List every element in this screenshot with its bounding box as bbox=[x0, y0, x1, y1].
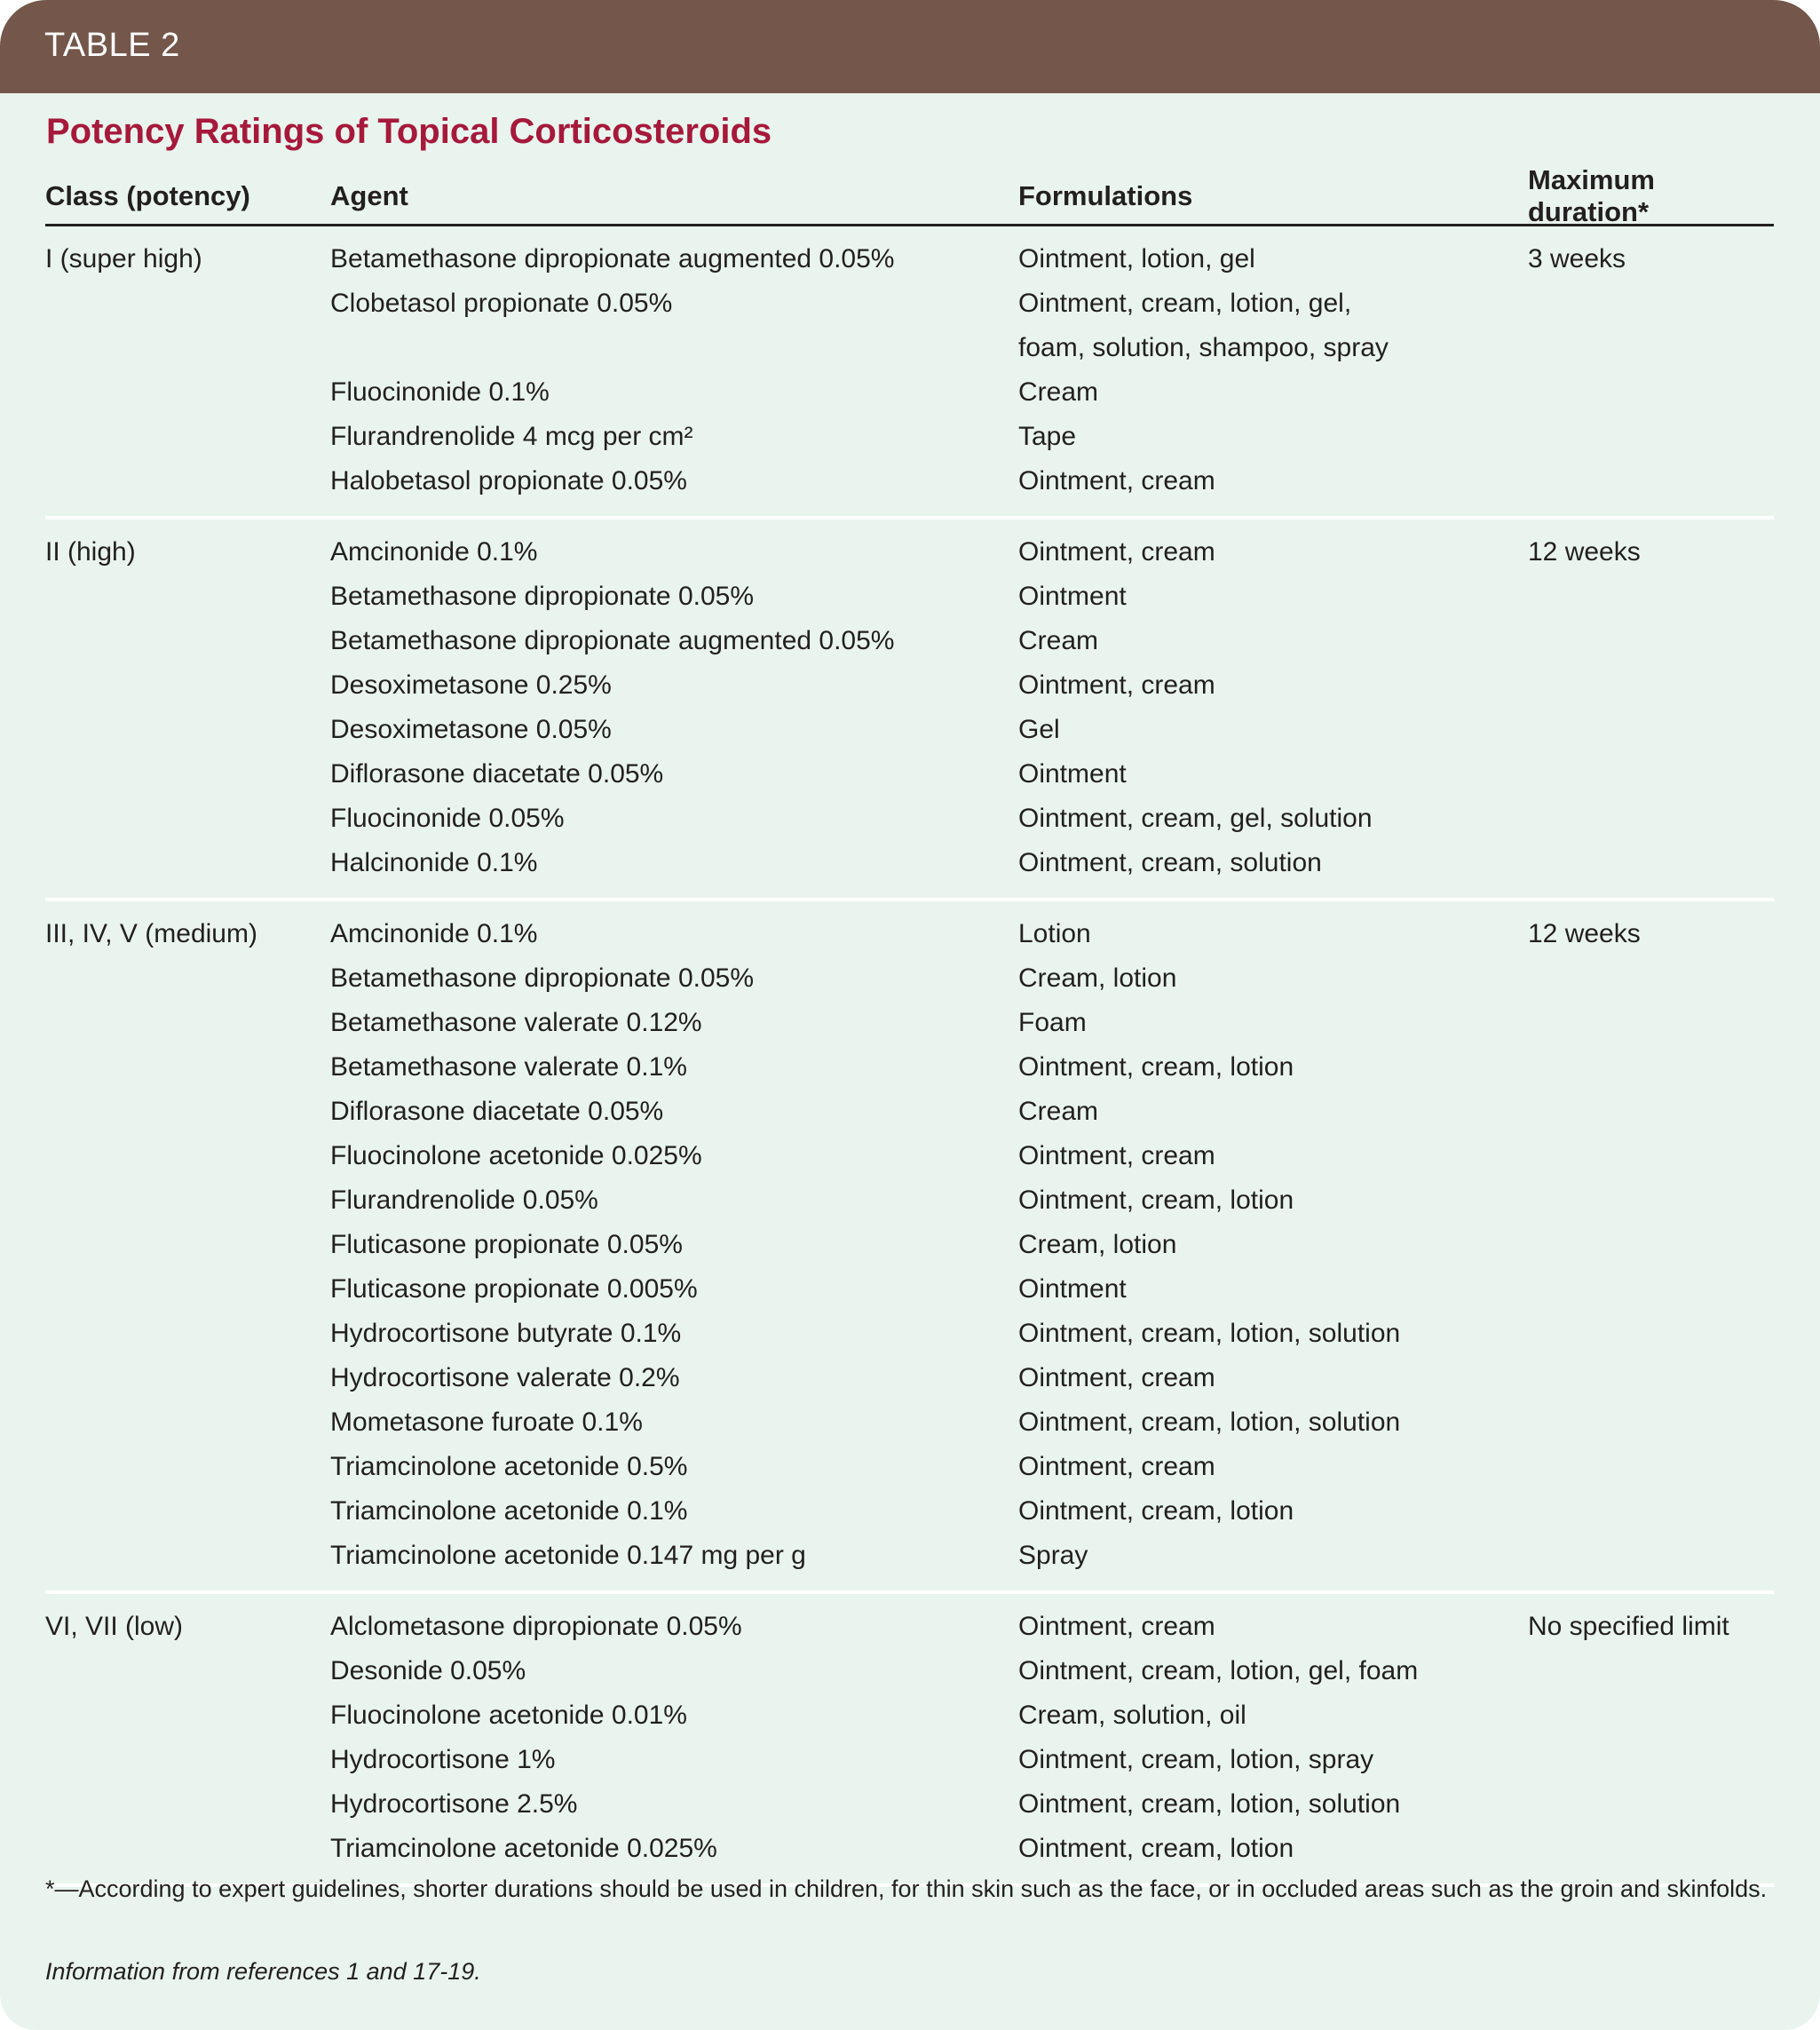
duration-cell bbox=[1528, 1400, 1774, 1445]
agent-cell: Fluocinolone acetonide 0.025% bbox=[330, 1141, 702, 1170]
agent-cell: Diflorasone diacetate 0.05% bbox=[330, 759, 664, 789]
formulations-cell: Cream bbox=[1018, 626, 1099, 655]
duration-cell bbox=[1528, 1267, 1774, 1312]
duration-cell bbox=[1528, 1178, 1774, 1223]
class-section bbox=[45, 226, 1774, 519]
duration-cell bbox=[1528, 1693, 1774, 1738]
header-formulations: Formulations bbox=[1018, 180, 1193, 211]
formulations-cell: Cream bbox=[1018, 377, 1099, 407]
table-header-band bbox=[0, 0, 1820, 93]
table-row bbox=[45, 1001, 1774, 1045]
duration-cell: No specified limit bbox=[1528, 1612, 1729, 1641]
class-cell bbox=[45, 1178, 330, 1223]
duration-cell bbox=[1528, 1045, 1774, 1090]
class-cell bbox=[45, 956, 330, 1001]
duration-cell bbox=[1528, 1489, 1774, 1534]
agent-cell: Betamethasone valerate 0.12% bbox=[330, 1008, 702, 1037]
class-cell: II (high) bbox=[45, 537, 136, 567]
class-section bbox=[45, 519, 1774, 901]
class-cell bbox=[45, 1445, 330, 1489]
formulations-cell: Cream, lotion bbox=[1018, 963, 1177, 993]
class-cell bbox=[45, 575, 330, 619]
column-headers bbox=[45, 164, 1774, 227]
agent-cell: Betamethasone dipropionate augmented 0.05% bbox=[330, 626, 895, 655]
header-class: Class (potency) bbox=[45, 180, 250, 211]
class-cell bbox=[45, 1312, 330, 1356]
table-row bbox=[45, 1178, 1774, 1223]
formulations-cell: Ointment bbox=[1018, 759, 1127, 789]
table-row bbox=[45, 1400, 1774, 1445]
table-row bbox=[45, 1090, 1774, 1134]
table-row bbox=[45, 1267, 1774, 1312]
table-body bbox=[45, 226, 1774, 1887]
table-row bbox=[45, 1649, 1774, 1693]
formulations-cell: Ointment, cream, lotion, solution bbox=[1018, 1789, 1401, 1819]
duration-cell bbox=[1528, 1649, 1774, 1693]
table-row bbox=[45, 1134, 1774, 1178]
class-cell bbox=[45, 370, 330, 415]
duration-cell bbox=[1528, 663, 1774, 708]
table-row bbox=[45, 956, 1774, 1001]
duration-cell bbox=[1528, 752, 1774, 797]
agent-cell: Triamcinolone acetonide 0.147 mg per g bbox=[330, 1541, 806, 1570]
class-section bbox=[45, 901, 1774, 1594]
formulations-cell: Foam bbox=[1018, 1008, 1087, 1037]
formulations-cell: Tape bbox=[1018, 422, 1077, 451]
class-cell bbox=[45, 752, 330, 797]
class-cell bbox=[45, 1693, 330, 1738]
agent-cell: Alclometasone dipropionate 0.05% bbox=[330, 1612, 742, 1641]
agent-cell: Halobetasol propionate 0.05% bbox=[330, 466, 687, 496]
duration-cell bbox=[1528, 1534, 1774, 1578]
table-number: TABLE 2 bbox=[44, 27, 180, 64]
class-cell bbox=[45, 708, 330, 752]
formulations-cell: Ointment, cream, lotion, solution bbox=[1018, 1319, 1401, 1348]
agent-cell: Hydrocortisone butyrate 0.1% bbox=[330, 1319, 682, 1348]
table-row bbox=[45, 1356, 1774, 1400]
class-cell bbox=[45, 459, 330, 504]
agent-cell: Fluocinonide 0.05% bbox=[330, 804, 565, 833]
class-cell bbox=[45, 1489, 330, 1534]
class-cell: I (super high) bbox=[45, 244, 202, 274]
table-row bbox=[45, 237, 1774, 282]
duration-cell bbox=[1528, 841, 1774, 885]
agent-cell: Betamethasone valerate 0.1% bbox=[330, 1052, 687, 1082]
agent-cell: Fluocinonide 0.1% bbox=[330, 377, 550, 407]
duration-cell bbox=[1528, 1356, 1774, 1400]
potency-table bbox=[45, 164, 1774, 1887]
class-cell bbox=[45, 797, 330, 841]
duration-cell: 12 weeks bbox=[1528, 919, 1641, 948]
class-cell bbox=[45, 1090, 330, 1134]
formulations-cell: Ointment, cream bbox=[1018, 1452, 1215, 1481]
duration-cell bbox=[1528, 797, 1774, 841]
formulations-cell: Ointment, cream, lotion, solution bbox=[1018, 1408, 1401, 1437]
formulations-cell: Ointment, cream bbox=[1018, 537, 1215, 567]
class-cell bbox=[45, 1534, 330, 1578]
agent-cell: Hydrocortisone 1% bbox=[330, 1745, 556, 1774]
table-row bbox=[45, 619, 1774, 663]
duration-cell bbox=[1528, 415, 1774, 459]
class-cell bbox=[45, 663, 330, 708]
agent-cell: Fluticasone propionate 0.05% bbox=[330, 1230, 683, 1259]
table-row bbox=[45, 1738, 1774, 1782]
table-row bbox=[45, 1534, 1774, 1578]
table-row bbox=[45, 841, 1774, 885]
agent-cell: Halcinonide 0.1% bbox=[330, 848, 538, 877]
class-cell bbox=[45, 619, 330, 663]
formulations-cell: Ointment, lotion, gel bbox=[1018, 244, 1255, 274]
table-row bbox=[45, 1223, 1774, 1267]
duration-cell bbox=[1528, 956, 1774, 1001]
duration-cell bbox=[1528, 1445, 1774, 1489]
class-cell bbox=[45, 1356, 330, 1400]
formulations-cell: Ointment, cream bbox=[1018, 670, 1215, 700]
agent-cell: Mometasone furoate 0.1% bbox=[330, 1408, 643, 1437]
class-cell bbox=[45, 1267, 330, 1312]
agent-cell: Amcinonide 0.1% bbox=[330, 919, 538, 948]
footnote: *—According to expert guidelines, shorter durations should be used in children, for thin skin such as the face, or in occluded areas such as the groin and skinfolds. bbox=[45, 1875, 1768, 1902]
agent-cell: Desonide 0.05% bbox=[330, 1656, 526, 1685]
agent-cell: Fluticasone propionate 0.005% bbox=[330, 1274, 698, 1304]
table-row bbox=[45, 1782, 1774, 1827]
duration-cell bbox=[1528, 1312, 1774, 1356]
formulations-cell: Ointment, cream, lotion, gel, foam, solution, shampoo, spray bbox=[1018, 289, 1389, 362]
table-title: Potency Ratings of Topical Corticosteroids bbox=[46, 112, 772, 151]
class-cell bbox=[45, 1045, 330, 1090]
agent-cell: Diflorasone diacetate 0.05% bbox=[330, 1097, 664, 1126]
formulations-cell: Ointment, cream bbox=[1018, 1612, 1215, 1641]
formulations-cell: Ointment, cream, lotion bbox=[1018, 1185, 1294, 1215]
agent-cell: Desoximetasone 0.05% bbox=[330, 715, 612, 744]
duration-cell bbox=[1528, 1223, 1774, 1267]
class-cell bbox=[45, 841, 330, 885]
duration-cell bbox=[1528, 1782, 1774, 1827]
formulations-cell: Ointment, cream bbox=[1018, 466, 1215, 496]
table-row bbox=[45, 575, 1774, 619]
formulations-cell: Lotion bbox=[1018, 919, 1091, 948]
table-row bbox=[45, 912, 1774, 956]
agent-cell: Triamcinolone acetonide 0.5% bbox=[330, 1452, 688, 1481]
class-cell bbox=[45, 1134, 330, 1178]
formulations-cell: Gel bbox=[1018, 715, 1060, 744]
duration-cell bbox=[1528, 1827, 1774, 1871]
table-row bbox=[45, 1045, 1774, 1090]
formulations-cell: Ointment, cream, lotion bbox=[1018, 1834, 1294, 1863]
table-row bbox=[45, 530, 1774, 575]
formulations-cell: Ointment, cream, lotion, gel, foam bbox=[1018, 1656, 1419, 1685]
formulations-cell: Ointment bbox=[1018, 1274, 1127, 1304]
formulations-cell: Ointment, cream bbox=[1018, 1141, 1215, 1170]
agent-cell: Betamethasone dipropionate augmented 0.05% bbox=[330, 244, 895, 274]
duration-cell bbox=[1528, 708, 1774, 752]
formulations-cell: Ointment, cream, solution bbox=[1018, 848, 1322, 877]
formulations-cell: Ointment, cream, gel, solution bbox=[1018, 804, 1373, 833]
formulations-cell: Cream bbox=[1018, 1097, 1099, 1126]
class-section bbox=[45, 1594, 1774, 1887]
agent-cell: Triamcinolone acetonide 0.025% bbox=[330, 1834, 717, 1863]
table-row bbox=[45, 370, 1774, 415]
duration-cell bbox=[1528, 1090, 1774, 1134]
table-row bbox=[45, 1605, 1774, 1649]
duration-cell bbox=[1528, 1134, 1774, 1178]
class-cell bbox=[45, 1738, 330, 1782]
table-row bbox=[45, 797, 1774, 841]
class-cell: VI, VII (low) bbox=[45, 1612, 184, 1641]
formulations-cell: Ointment, cream bbox=[1018, 1363, 1215, 1392]
table-row bbox=[45, 1827, 1774, 1871]
table-row bbox=[45, 1693, 1774, 1738]
formulations-cell: Ointment bbox=[1018, 582, 1127, 611]
header-agent: Agent bbox=[330, 180, 408, 211]
duration-cell bbox=[1528, 370, 1774, 415]
table-row bbox=[45, 1445, 1774, 1489]
agent-cell: Betamethasone dipropionate 0.05% bbox=[330, 582, 755, 611]
class-cell bbox=[45, 1223, 330, 1267]
table-row bbox=[45, 663, 1774, 708]
agent-cell: Amcinonide 0.1% bbox=[330, 537, 538, 567]
source-note: Information from references 1 and 17-19. bbox=[45, 1958, 481, 1985]
class-cell bbox=[45, 1400, 330, 1445]
table-row bbox=[45, 282, 1774, 370]
class-cell bbox=[45, 1782, 330, 1827]
agent-cell: Clobetasol propionate 0.05% bbox=[330, 289, 673, 318]
agent-cell: Fluocinolone acetonide 0.01% bbox=[330, 1701, 687, 1730]
duration-cell bbox=[1528, 575, 1774, 619]
class-cell bbox=[45, 1827, 330, 1871]
class-cell bbox=[45, 282, 330, 370]
duration-cell bbox=[1528, 619, 1774, 663]
formulations-cell: Cream, lotion bbox=[1018, 1230, 1177, 1259]
agent-cell: Hydrocortisone 2.5% bbox=[330, 1789, 578, 1819]
agent-cell: Hydrocortisone valerate 0.2% bbox=[330, 1363, 680, 1392]
class-cell bbox=[45, 1649, 330, 1693]
agent-cell: Betamethasone dipropionate 0.05% bbox=[330, 963, 755, 993]
table-row bbox=[45, 415, 1774, 459]
class-cell bbox=[45, 1001, 330, 1045]
agent-cell: Flurandrenolide 4 mcg per cm² bbox=[330, 422, 693, 451]
table-row bbox=[45, 459, 1774, 504]
formulations-cell: Ointment, cream, lotion bbox=[1018, 1052, 1294, 1082]
table-row bbox=[45, 1489, 1774, 1534]
class-cell bbox=[45, 415, 330, 459]
duration-cell bbox=[1528, 1738, 1774, 1782]
duration-cell: 12 weeks bbox=[1528, 537, 1641, 567]
formulations-cell: Ointment, cream, lotion, spray bbox=[1018, 1745, 1374, 1774]
header-duration: Maximum duration* bbox=[1528, 164, 1655, 227]
formulations-cell: Spray bbox=[1018, 1541, 1088, 1570]
table-row bbox=[45, 1312, 1774, 1356]
table-row bbox=[45, 708, 1774, 752]
formulations-cell: Ointment, cream, lotion bbox=[1018, 1496, 1294, 1526]
duration-cell bbox=[1528, 282, 1774, 370]
formulations-cell: Cream, solution, oil bbox=[1018, 1701, 1246, 1730]
agent-cell: Desoximetasone 0.25% bbox=[330, 670, 612, 700]
duration-cell: 3 weeks bbox=[1528, 244, 1626, 274]
duration-cell bbox=[1528, 1001, 1774, 1045]
table-row bbox=[45, 752, 1774, 797]
duration-cell bbox=[1528, 459, 1774, 504]
agent-cell: Flurandrenolide 0.05% bbox=[330, 1185, 598, 1215]
agent-cell: Triamcinolone acetonide 0.1% bbox=[330, 1496, 688, 1526]
class-cell: III, IV, V (medium) bbox=[45, 919, 257, 948]
